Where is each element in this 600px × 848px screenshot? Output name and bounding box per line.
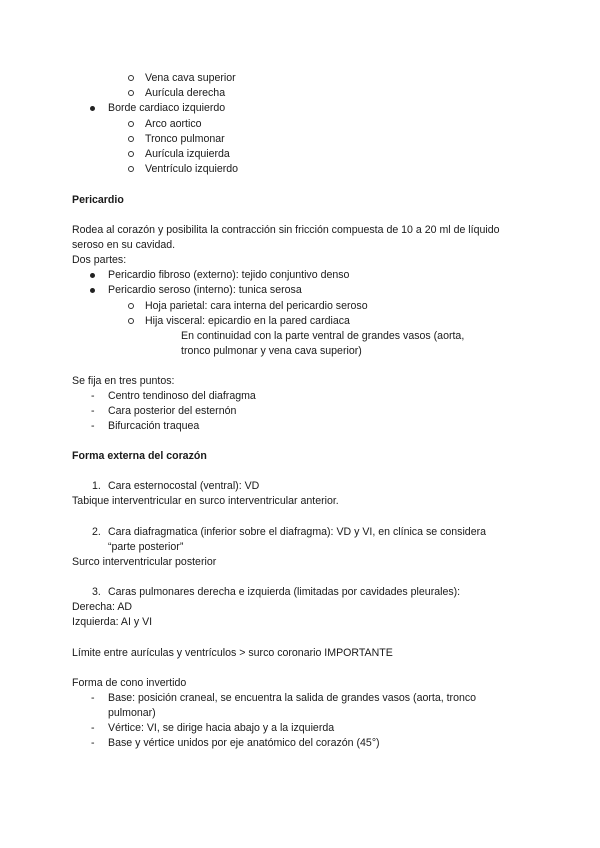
list-item: Caras pulmonares derecha e izquierda (limitadas por cavidades pleurales): — [108, 586, 461, 598]
circle-bullet-icon — [128, 151, 134, 157]
dot-bullet-icon — [90, 288, 95, 293]
list-item: Pericardio seroso (interno): tunica serosa — [108, 284, 302, 296]
list-item: Centro tendinoso del diafragma — [108, 390, 256, 402]
paragraph-line: Dos partes: — [72, 254, 127, 266]
circle-bullet-icon — [128, 303, 134, 309]
dot-bullet-icon — [90, 273, 95, 278]
list-number: 3. — [92, 586, 101, 598]
paragraph-line: Surco interventricular posterior — [72, 556, 217, 568]
list-item: Aurícula derecha — [145, 87, 226, 99]
circle-bullet-icon — [128, 90, 134, 96]
list-item: Hija visceral: epicardio en la pared cardiaca — [145, 315, 350, 327]
section-heading-forma-externa: Forma externa del corazón — [72, 450, 207, 462]
list-number: 2. — [92, 526, 101, 538]
circle-bullet-icon — [128, 166, 134, 172]
list-item: Cara posterior del esternón — [108, 405, 237, 417]
dash-bullet-icon: - — [91, 420, 95, 432]
list-item: Borde cardiaco izquierdo — [108, 102, 226, 114]
list-item: Pericardio fibroso (externo): tejido conjuntivo denso — [108, 269, 350, 281]
list-item: Bifurcación traquea — [108, 420, 200, 432]
paragraph-line: Tabique interventricular en surco interventricular anterior. — [72, 495, 339, 507]
paragraph-line: seroso en su cavidad. — [72, 239, 176, 251]
dash-bullet-icon: - — [91, 737, 95, 749]
circle-bullet-icon — [128, 75, 134, 81]
paragraph-line: tronco pulmonar y vena cava superior) — [181, 345, 362, 357]
paragraph-line: En continuidad con la parte ventral de grandes vasos (aorta, — [181, 330, 465, 342]
list-item: Ventrículo izquierdo — [145, 163, 239, 175]
paragraph-line: Rodea al corazón y posibilita la contracción sin fricción compuesta de 10 a 20 ml de líquido — [72, 224, 500, 236]
paragraph-line: Derecha: AD — [72, 601, 133, 613]
section-heading-pericardio: Pericardio — [72, 194, 124, 206]
circle-bullet-icon — [128, 318, 134, 324]
list-item: Cara diafragmatica (inferior sobre el diafragma): VD y VI, en clínica se considera — [108, 526, 487, 538]
dash-bullet-icon: - — [91, 722, 95, 734]
list-item: Aurícula izquierda — [145, 148, 230, 160]
list-number: 1. — [92, 480, 101, 492]
list-item: Hoja parietal: cara interna del pericardio seroso — [145, 300, 368, 312]
circle-bullet-icon — [128, 136, 134, 142]
list-item-continuation: “parte posterior” — [108, 541, 184, 553]
circle-bullet-icon — [128, 121, 134, 127]
list-item: Arco aortico — [145, 118, 202, 130]
paragraph-line: Forma de cono invertido — [72, 677, 187, 689]
list-item-continuation: pulmonar) — [108, 707, 156, 719]
dot-bullet-icon — [90, 106, 95, 111]
paragraph-line: Límite entre aurículas y ventrículos > surco coronario IMPORTANTE — [72, 647, 393, 659]
list-item: Vértice: VI, se dirige hacia abajo y a la izquierda — [108, 722, 335, 734]
dash-bullet-icon: - — [91, 692, 95, 704]
list-item: Base: posición craneal, se encuentra la salida de grandes vasos (aorta, tronco — [108, 692, 477, 704]
dash-bullet-icon: - — [91, 390, 95, 402]
list-item: Cara esternocostal (ventral): VD — [108, 480, 260, 492]
list-item: Tronco pulmonar — [145, 133, 225, 145]
paragraph-line: Izquierda: AI y VI — [72, 616, 153, 628]
paragraph-line: Se fija en tres puntos: — [72, 375, 175, 387]
dash-bullet-icon: - — [91, 405, 95, 417]
list-item: Vena cava superior — [145, 72, 236, 84]
list-item: Base y vértice unidos por eje anatómico del corazón (45°) — [108, 737, 380, 749]
